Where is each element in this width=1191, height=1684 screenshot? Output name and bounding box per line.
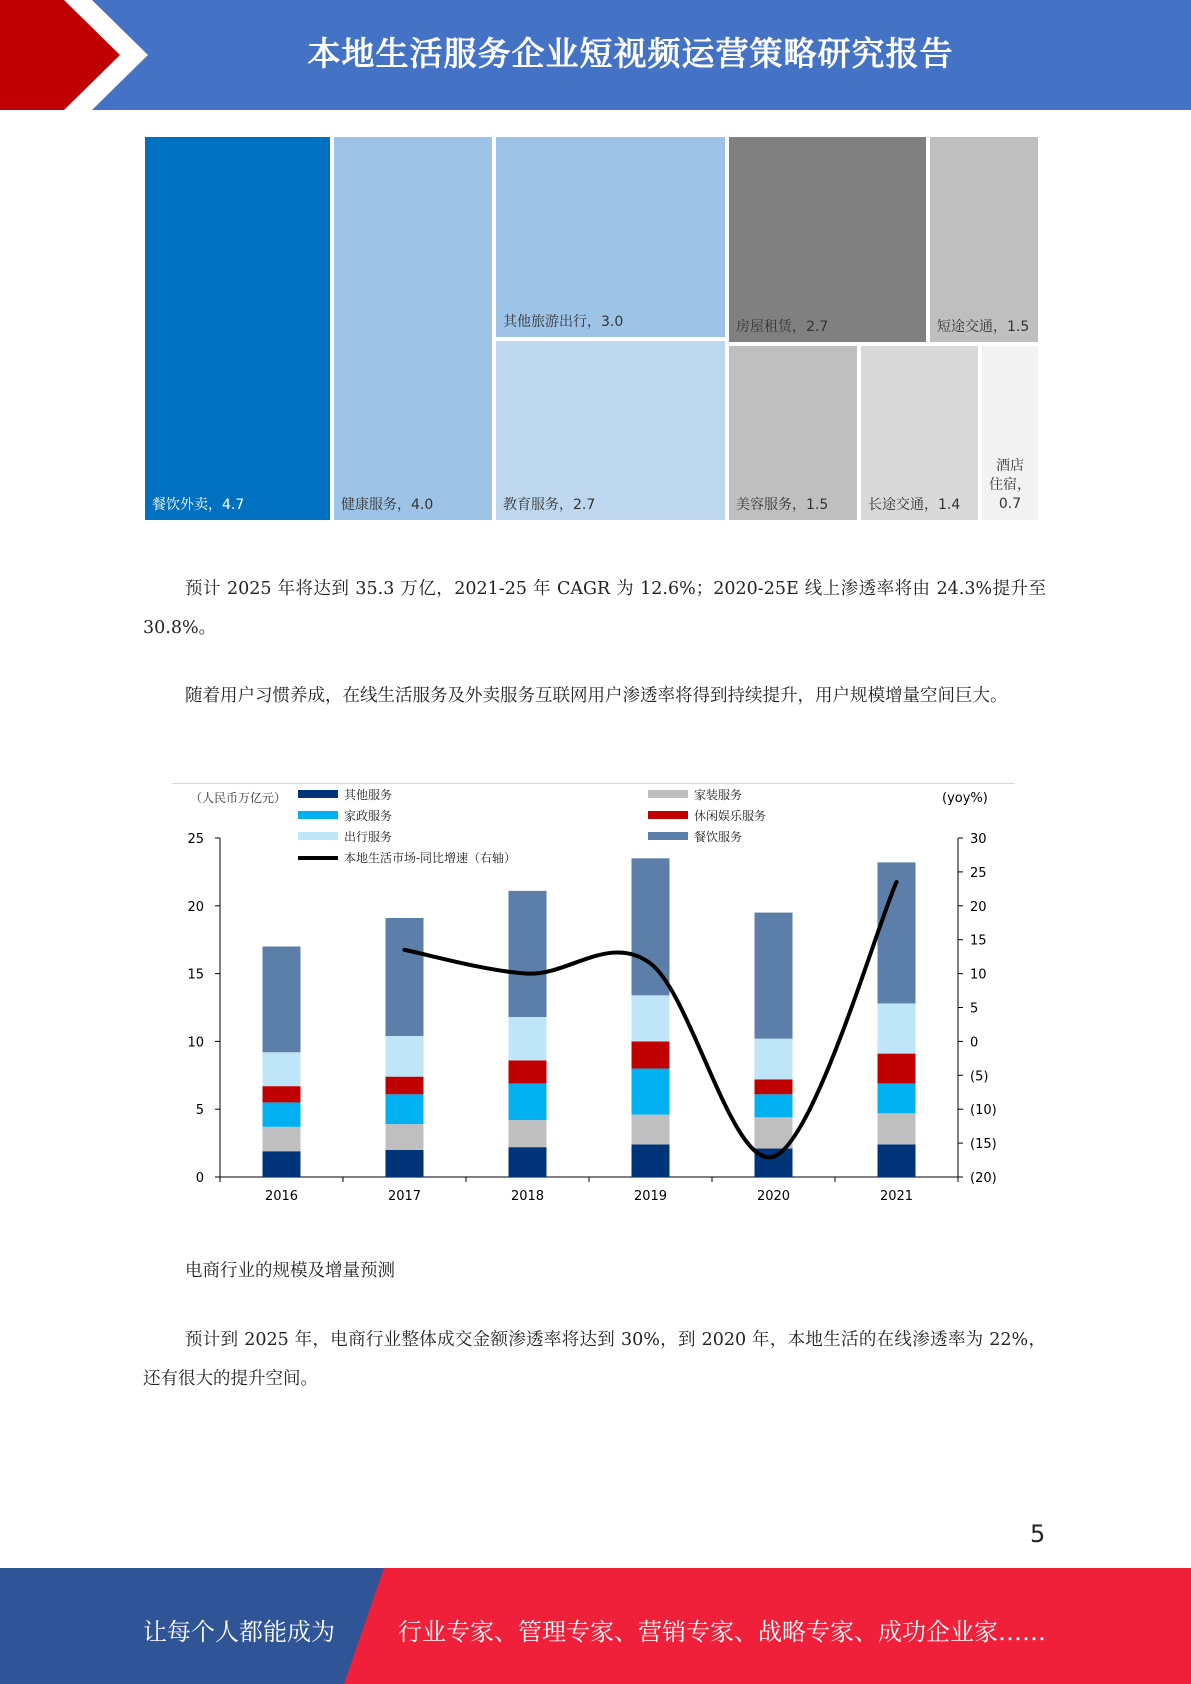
treemap-tile-education xyxy=(496,341,725,520)
bar-segment xyxy=(386,1077,424,1095)
footer-slogan-right: 行业专家、管理专家、营销专家、战略专家、成功企业家…… xyxy=(398,1618,1046,1646)
right-axis-tick-label: 30 xyxy=(970,832,987,847)
legend-swatch xyxy=(298,832,338,840)
bar-segment xyxy=(386,1094,424,1124)
treemap-chart xyxy=(145,137,1038,522)
x-axis-tick-label: 2021 xyxy=(879,1189,914,1204)
bar-segment xyxy=(263,1127,301,1151)
bar-segment xyxy=(755,1079,793,1094)
treemap-tile-dining xyxy=(145,137,330,520)
bar-segment xyxy=(386,918,424,1036)
paragraph-ecommerce: 预计到 2025 年，电商行业整体成交金额渗透率将达到 30%，到 2020 年，本地生活的在线渗透率为 22%，还有很大的提升空间。 xyxy=(143,1330,1046,1389)
bar-segment xyxy=(755,1094,793,1117)
page-number: 5 xyxy=(1030,1520,1046,1548)
bar-segment xyxy=(878,1144,916,1177)
legend-swatch xyxy=(298,811,338,819)
left-axis-tick-label: 0 xyxy=(195,1171,204,1186)
local-life-market-chart xyxy=(168,782,1020,1204)
bar-segment xyxy=(878,1003,916,1053)
right-axis-tick-label: 25 xyxy=(970,865,987,881)
footer-slogan-left: 让每个人都能成为 xyxy=(143,1618,335,1646)
bar-segment xyxy=(755,913,793,1039)
bar-segment xyxy=(755,1039,793,1080)
tile-label xyxy=(986,457,1034,514)
treemap-tile-hotel xyxy=(982,346,1038,520)
legend-label: 餐饮服务 xyxy=(694,830,743,844)
bar-segment xyxy=(386,1036,424,1077)
bar-segment xyxy=(509,1060,547,1083)
left-axis-tick-label: 20 xyxy=(187,899,204,915)
bar-segment xyxy=(509,891,547,1017)
bar-segment xyxy=(878,1054,916,1084)
x-axis-tick-label: 2020 xyxy=(756,1189,791,1204)
bar-segment xyxy=(632,1069,670,1115)
right-axis-tick-label: (5) xyxy=(970,1069,989,1085)
tile-label: 美容服务，1.5 xyxy=(736,497,829,513)
bar-segment xyxy=(263,1102,301,1126)
right-axis-tick-label: (10) xyxy=(970,1103,997,1119)
right-axis-tick-label: 15 xyxy=(970,933,987,949)
page-title: 本地生活服务企业短视频运营策略研究报告 xyxy=(307,34,954,73)
bar-segment xyxy=(632,1144,670,1177)
x-axis-tick-label: 2016 xyxy=(264,1189,299,1204)
legend-label: 家政服务 xyxy=(344,809,393,823)
treemap-tile-beauty xyxy=(729,346,857,520)
section-heading-ecommerce: 电商行业的规模及增量预测 xyxy=(185,1261,395,1281)
bar-segment xyxy=(509,1083,547,1120)
tile-label: 其他旅游出行，3.0 xyxy=(503,314,624,330)
paragraph-forecast: 预计 2025 年将达到 35.3 万亿，2021-25 年 CAGR 为 12.6%；2020-25E 线上渗透率将由 24.3%提升至 30.8%。 xyxy=(143,579,1046,638)
bar-segment xyxy=(263,946,301,1052)
bar-segment xyxy=(878,1113,916,1144)
bar-segment xyxy=(263,1052,301,1086)
treemap-tile-long-transport xyxy=(861,346,978,520)
tile-label: 短途交通，1.5 xyxy=(937,319,1030,335)
left-axis-tick-label: 5 xyxy=(195,1103,204,1119)
treemap-tile-health xyxy=(334,137,492,520)
bar-segment xyxy=(263,1151,301,1177)
treemap-tile-other-travel xyxy=(496,137,725,337)
legend-label: 出行服务 xyxy=(344,830,393,844)
legend-swatch xyxy=(648,811,688,819)
legend-label: 家装服务 xyxy=(694,788,743,802)
treemap-tile-short-transport xyxy=(930,137,1038,342)
bar-segment xyxy=(632,995,670,1041)
tile-label-line: 酒店 xyxy=(996,458,1024,474)
left-axis-tick-label: 15 xyxy=(187,967,204,983)
right-axis-tick-label: 20 xyxy=(970,899,987,915)
page-footer xyxy=(0,1568,1191,1684)
right-axis-tick-label: (15) xyxy=(970,1137,997,1153)
x-axis-tick-label: 2018 xyxy=(510,1189,545,1204)
bar-segment xyxy=(509,1017,547,1060)
page-header xyxy=(0,0,1191,110)
bar-segment xyxy=(509,1147,547,1177)
bar-segment xyxy=(632,1115,670,1145)
right-axis-tick-label: (20) xyxy=(970,1171,997,1186)
bar-segment xyxy=(386,1124,424,1150)
paragraph-penetration: 随着用户习惯养成，在线生活服务及外卖服务互联网用户渗透率将得到持续提升，用户规模增量空间巨大。 xyxy=(185,686,1008,706)
x-axis-tick-label: 2017 xyxy=(387,1189,422,1204)
bar-segment xyxy=(509,1120,547,1147)
right-axis-unit: (yoy%) xyxy=(942,791,988,806)
bar-segment xyxy=(632,1041,670,1068)
x-axis-tick-label: 2019 xyxy=(633,1189,668,1204)
bar-segment xyxy=(263,1086,301,1102)
legend-label: 休闲娱乐服务 xyxy=(694,809,767,823)
legend-swatch xyxy=(648,832,688,840)
right-axis-tick-label: 5 xyxy=(970,1001,979,1017)
legend-label: 其他服务 xyxy=(344,788,393,802)
tile-label: 教育服务，2.7 xyxy=(503,497,596,513)
tile-label: 餐饮外卖，4.7 xyxy=(152,497,245,513)
bar-segment xyxy=(878,1083,916,1113)
legend-label: 本地生活市场-同比增速（右轴） xyxy=(344,851,517,865)
left-axis-tick-label: 25 xyxy=(187,832,204,847)
right-axis-tick-label: 10 xyxy=(970,967,987,983)
tile-label-line: 0.7 xyxy=(998,496,1022,512)
treemap-tile-housing-rental xyxy=(729,137,926,342)
tile-label-line: 住宿， xyxy=(989,477,1031,493)
left-axis-unit: （人民币万亿元） xyxy=(190,791,287,805)
bar-segment xyxy=(386,1150,424,1177)
right-axis-tick-label: 0 xyxy=(970,1035,979,1051)
left-axis-tick-label: 10 xyxy=(187,1035,204,1051)
tile-label: 长途交通，1.4 xyxy=(868,497,961,513)
tile-label: 健康服务，4.0 xyxy=(341,497,434,513)
legend-swatch xyxy=(648,790,688,798)
legend-swatch xyxy=(298,790,338,798)
tile-label: 房屋租赁，2.7 xyxy=(736,319,829,335)
